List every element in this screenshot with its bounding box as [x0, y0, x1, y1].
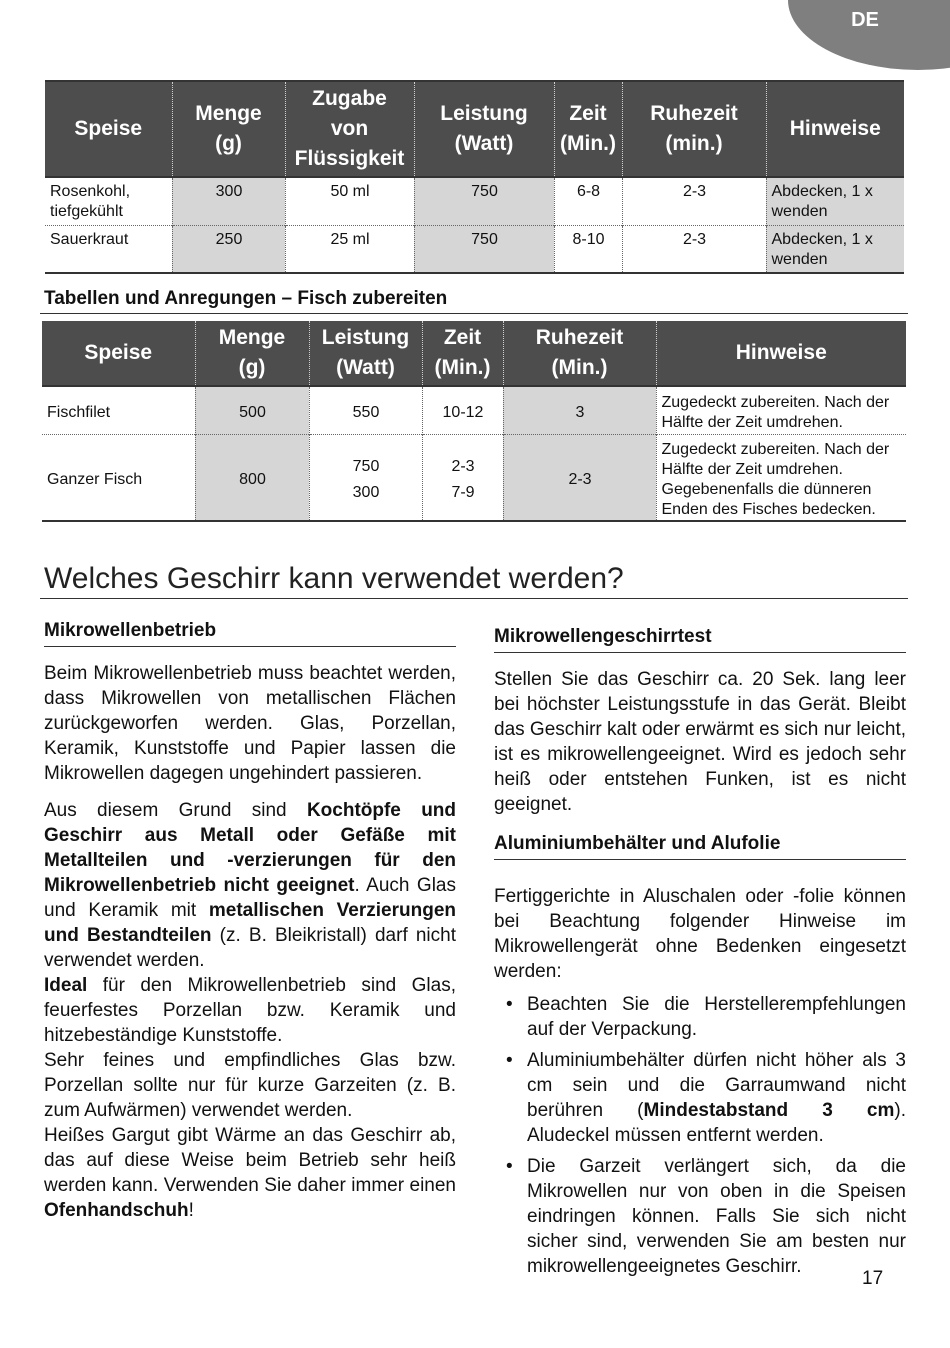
cell-speise: Sauerkraut — [45, 225, 172, 273]
list-item: • Die Garzeit verlängert sich, da die Mikrowellen nur von oben in die Speisen eindringen können. Falls Sie sich nicht sicher sind, verwenden Sie am besten nur mikrowellengeeignetes Geschirr. — [494, 1154, 906, 1279]
header-speise: Speise — [45, 81, 172, 177]
cell-leistung: 750 — [414, 225, 554, 273]
paragraph: Stellen Sie das Geschirr ca. 20 Sek. lang leer bei höchster Leistungsstufe in das Gerät. Bleibt das Geschirr kalt oder erwärmt es sich nur leicht, ist es mikrowellengeeignet. Wird es jedoch sehr heiß oder entstehen Funken, ist es nicht geeignet. — [494, 669, 906, 815]
list-item: • Aluminiumbehälter dürfen nicht höher als 3 cm sein und die Garraumwand nicht berühren (Mindestabstand 3 cm). Aludeckel müssen entfernt werden. — [494, 1048, 906, 1148]
cell-ruhezeit: 2-3 — [503, 434, 656, 521]
header-speise: Speise — [42, 321, 195, 386]
cell-fluessigkeit: 50 ml — [285, 177, 414, 225]
leistung-value: 300 — [352, 483, 380, 501]
bold-text: Ideal — [44, 975, 88, 996]
cell-hinweise: Zugedeckt zubereiten. Nach der Hälfte der Zeit umdrehen. Gegebenenfalls die dünneren Enden des Fisches bedecken. — [656, 434, 906, 521]
fish-section-heading: Tabellen und Anregungen – Fisch zubereiten — [44, 288, 448, 309]
zeit-value: 2-3 — [451, 457, 475, 475]
cell-leistung: 550 — [309, 386, 422, 434]
cell-leistung — [309, 434, 422, 521]
subheading-mikrowellenbetrieb: Mikrowellenbetrieb — [44, 618, 456, 647]
cell-menge: 500 — [195, 386, 309, 434]
cell-zeit: 6-8 — [554, 177, 622, 225]
cell-menge: 250 — [172, 225, 285, 273]
table-header-row — [45, 81, 904, 177]
table-header-row — [42, 321, 906, 386]
cell-speise: Ganzer Fisch — [42, 434, 195, 521]
paragraph: Sehr feines und empfindliches Glas bzw. Porzellan sollte nur für kurze Garzeiten (z. B. zum Aufwärmen) verwendet werden. — [44, 1050, 456, 1121]
zeit-value: 7-9 — [451, 483, 475, 501]
header-fluessigkeit: Zugabe von Flüssigkeit — [285, 81, 414, 177]
paragraph: Ideal für den Mikrowellenbetrieb sind Glas, feuerfestes Porzellan bzw. Keramik und hitzebeständige Kunststoffe. — [44, 975, 456, 1046]
subheading-geschirrtest: Mikrowellengeschirrtest — [494, 624, 906, 653]
header-hinweise: Hinweise — [656, 321, 906, 386]
page-title: Welches Geschirr kann verwendet werden? — [44, 562, 624, 595]
bold-text: Mindestabstand 3 cm — [643, 1100, 895, 1121]
bullet-list — [494, 992, 906, 1279]
cell-ruhezeit: 3 — [503, 386, 656, 434]
header-hinweise: Hinweise — [766, 81, 904, 177]
fish-table — [42, 321, 906, 522]
cell-zeit: 8-10 — [554, 225, 622, 273]
header-ruhezeit: Ruhezeit (Min.) — [503, 321, 656, 386]
left-column — [44, 618, 456, 1223]
right-column — [494, 624, 906, 1285]
leistung-value: 750 — [352, 457, 380, 475]
paragraph: Aus diesem Grund sind Kochtöpfe und Geschirr aus Metall oder Gefäße mit Metallteilen und -verzierungen für den Mikrowellenbetrieb nicht geeignet. Auch Glas und Keramik mit metallischen Verzierungen und Bestandteilen (z. B. Bleikristall) darf nicht verwendet werden. — [44, 800, 457, 971]
table-row — [45, 225, 904, 273]
bold-text: Kochtöpfe und Geschirr aus Metall oder Gefäße mit Metallteilen und -verzierungen für den Mikrowellenbetrieb nicht geeignet — [44, 800, 457, 896]
page-number: 17 — [862, 1268, 884, 1289]
subheading-aluminium: Aluminiumbehälter und Alufolie — [494, 831, 906, 860]
cell-menge: 800 — [195, 434, 309, 521]
cell-ruhezeit: 2-3 — [622, 177, 766, 225]
cell-speise: Fischfilet — [42, 386, 195, 434]
paragraph: Heißes Gargut gibt Wärme an das Geschirr ab, das auf diese Weise beim Betrieb sehr heiß werden kann. Verwenden Sie daher immer einen Ofenhandschuh! — [44, 1125, 456, 1221]
list-item: • Beachten Sie die Herstellerempfehlungen auf der Verpackung. — [494, 992, 906, 1042]
header-zeit: Zeit (Min.) — [422, 321, 503, 386]
table-row — [45, 177, 904, 225]
header-zeit: Zeit (Min.) — [554, 81, 622, 177]
cell-speise: Rosenkohl, tiefgekühlt — [45, 177, 172, 225]
paragraph: Beim Mikrowellenbetrieb muss beachtet werden, dass Mikrowellen von metallischen Flächen zurückgeworfen werden. Glas, Porzellan, Keramik, Kunststoffe und Papier lassen die Mikrowellen dagegen ungehindert passieren. — [44, 663, 456, 784]
header-leistung: Leistung (Watt) — [309, 321, 422, 386]
header-ruhezeit: Ruhezeit (min.) — [622, 81, 766, 177]
table-row — [42, 386, 906, 434]
bold-text: Ofenhandschuh — [44, 1200, 189, 1221]
cell-hinweise: Zugedeckt zubereiten. Nach der Hälfte der Zeit umdrehen. — [656, 386, 906, 434]
header-leistung: Leistung (Watt) — [414, 81, 554, 177]
header-menge: Menge (g) — [195, 321, 309, 386]
divider — [40, 598, 908, 599]
paragraph: Fertiggerichte in Aluschalen oder -folie können bei Beachtung folgender Hinweise im Mikrowellengerät ohne Bedenken eingesetzt werden: — [494, 886, 906, 982]
cell-menge: 300 — [172, 177, 285, 225]
divider — [40, 313, 908, 314]
cell-hinweise: Abdecken, 1 x wenden — [766, 177, 904, 225]
cell-fluessigkeit: 25 ml — [285, 225, 414, 273]
cell-ruhezeit: 2-3 — [622, 225, 766, 273]
cell-hinweise: Abdecken, 1 x wenden — [766, 225, 904, 273]
bold-text: metallischen Verzierungen und Bestandteilen — [44, 900, 456, 946]
language-label: DE — [851, 9, 879, 31]
cell-zeit — [422, 434, 503, 521]
table-row — [42, 434, 906, 521]
header-menge: Menge (g) — [172, 81, 285, 177]
vegetable-table — [45, 80, 904, 274]
cell-leistung: 750 — [414, 177, 554, 225]
cell-zeit: 10-12 — [422, 386, 503, 434]
